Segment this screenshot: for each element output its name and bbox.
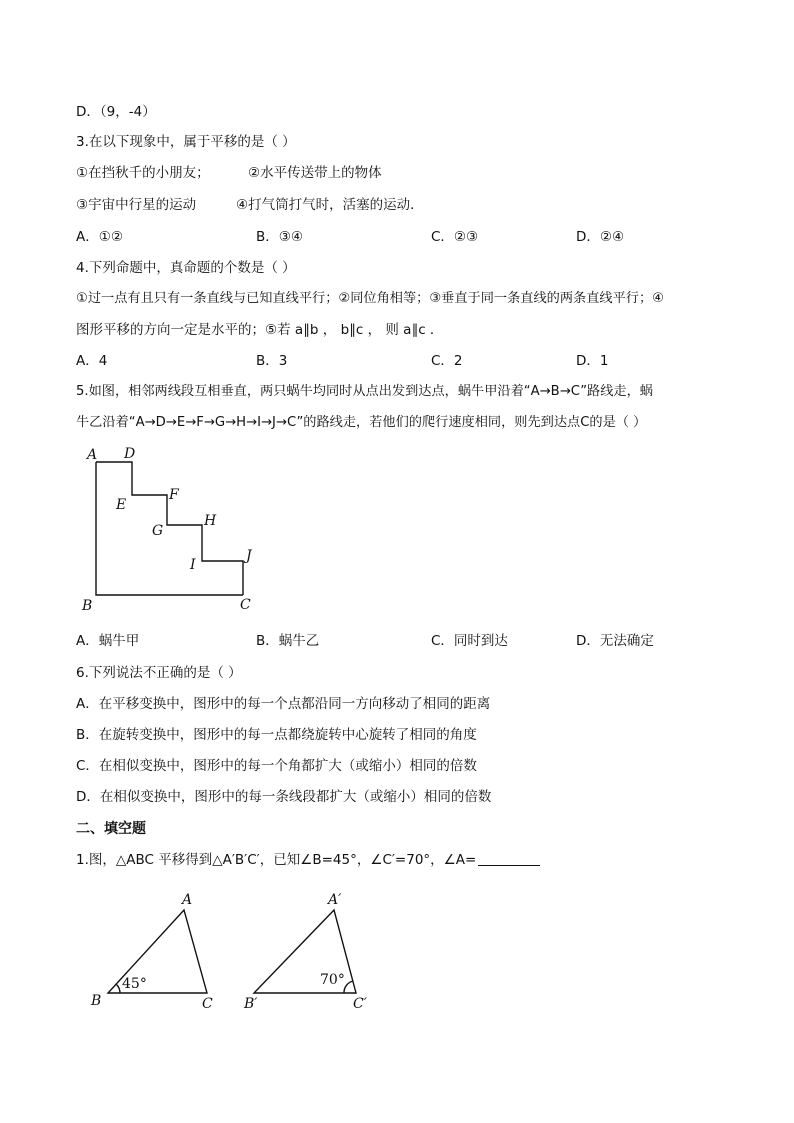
q5-option-b: B．蜗牛乙 bbox=[256, 633, 320, 649]
answer-blank bbox=[478, 851, 540, 866]
q3-stem: 3.在以下现象中，属于平移的是（ ） bbox=[76, 134, 296, 150]
label-B: B bbox=[82, 598, 93, 614]
q4-option-b: B．3 bbox=[256, 353, 288, 369]
fill1-stem: 1.图，△ABC 平移得到△A′B′C′，已知∠B=45°，∠C′=70°，∠A= bbox=[76, 852, 477, 868]
label-I: I bbox=[190, 557, 196, 573]
q3-item-4: ④打气筒打气时，活塞的运动． bbox=[236, 197, 424, 213]
tri1-angle-label: 45° bbox=[122, 976, 147, 992]
q2-option-d: D．（9，-4） bbox=[76, 104, 156, 120]
q6-option-a: A．在平移变换中，图形中的每一个点都沿同一方向移动了相同的距离 bbox=[76, 696, 491, 712]
label-G: G bbox=[152, 523, 164, 539]
q5-option-a: A．蜗牛甲 bbox=[76, 633, 140, 649]
label-E: E bbox=[116, 497, 127, 513]
section-title: 二、填空题 bbox=[76, 821, 146, 837]
q3-option-a: A．①② bbox=[76, 229, 123, 245]
q5-option-d: D．无法确定 bbox=[576, 633, 654, 649]
path-a-b-c bbox=[96, 462, 243, 595]
tri2-label-C: C′ bbox=[353, 996, 367, 1012]
label-H: H bbox=[204, 513, 217, 529]
q6-stem: 6.下列说法不正确的是（ ） bbox=[76, 665, 242, 681]
label-F: F bbox=[169, 487, 179, 503]
q5-line-1: 5.如图，相邻两线段互相垂直，两只蜗牛均同时从点出发到达点，蜗牛甲沿着“A→B→C”路线走，蜗 bbox=[76, 384, 653, 399]
tri2-angle-label: 70° bbox=[320, 972, 345, 988]
q3-option-d: D．②④ bbox=[576, 229, 625, 245]
angle-b-arc bbox=[117, 985, 121, 994]
label-J: J bbox=[246, 548, 252, 564]
q4-option-a: A．4 bbox=[76, 353, 108, 369]
q3-option-b: B．③④ bbox=[256, 229, 303, 245]
tri1-label-C: C bbox=[202, 996, 213, 1012]
q4-line-1: ①过一点有且只有一条直线与已知直线平行；②同位角相等；③垂直于同一条直线的两条直线平行；④ bbox=[76, 291, 664, 306]
q4-stem: 4.下列命题中，真命题的个数是（ ） bbox=[76, 260, 296, 276]
q3-item-2: ②水平传送带上的物体 bbox=[248, 165, 382, 181]
q5-line-2: 牛乙沿着“A→D→E→F→G→H→I→J→C”的路线走，若他们的爬行速度相同，则先到达点C的是（ ） bbox=[76, 415, 647, 430]
triangles-figure bbox=[76, 880, 396, 1020]
tri2-label-B: B′ bbox=[244, 996, 258, 1012]
label-D: D bbox=[124, 446, 136, 462]
q4-option-d: D．1 bbox=[576, 353, 609, 369]
q6-option-d: D．在相似变换中，图形中的每一条线段都扩大（或缩小）相同的倍数 bbox=[76, 789, 492, 805]
staircase-path bbox=[96, 462, 243, 595]
label-A: A bbox=[87, 447, 98, 463]
q3-item-1: ①在挡秋千的小朋友； bbox=[76, 165, 210, 181]
tri2-label-A: A′ bbox=[328, 892, 342, 908]
q6-option-c: C．在相似变换中，图形中的每一个角都扩大（或缩小）相同的倍数 bbox=[76, 758, 477, 774]
tri1-label-A: A bbox=[182, 892, 193, 908]
label-C: C bbox=[240, 597, 251, 613]
angle-c-prime-arc bbox=[344, 981, 353, 993]
q3-option-c: C．②③ bbox=[431, 229, 479, 245]
tri1-label-B: B bbox=[91, 993, 102, 1009]
q4-line-2: 图形平移的方向一定是水平的；⑤若 a∥b ， b∥c ， 则 a∥c ． bbox=[76, 322, 444, 338]
q3-item-3: ③宇宙中行星的运动 bbox=[76, 197, 197, 213]
q5-option-c: C．同时到达 bbox=[431, 633, 508, 649]
staircase-figure bbox=[76, 440, 276, 620]
q4-option-c: C．2 bbox=[431, 353, 463, 369]
q6-option-b: B．在旋转变换中，图形中的每一点都绕旋转中心旋转了相同的角度 bbox=[76, 727, 477, 743]
fill1-line bbox=[76, 851, 540, 869]
